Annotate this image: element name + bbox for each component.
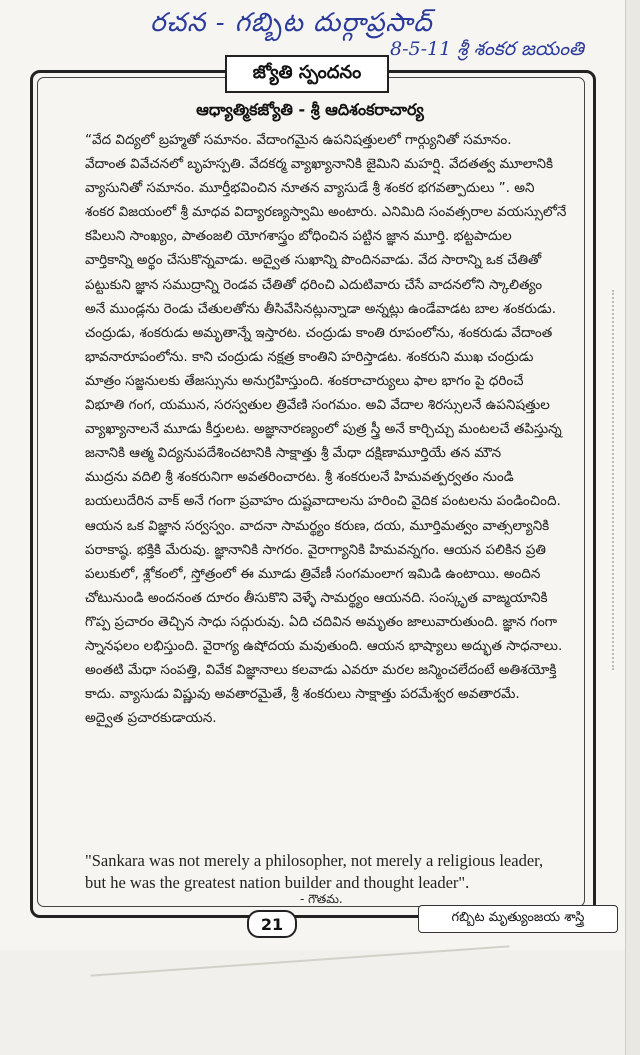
quote-attribution: - గౌతమ. <box>300 892 343 906</box>
body-line: కపిలుని సాంఖ్యం, పాతంజలి యోగశాస్త్రం బోధించిన పట్టిన జ్ఞాన మూర్తి. భట్టపాదుల <box>85 228 512 245</box>
body-line: వ్యాఖ్యానాలనే మూడు కీర్తులట. అజ్ఞానారణ్యంలో పుత్ర స్త్రీ అనే కార్చిచ్చు మంటలచే తపిస్తున్న <box>85 421 562 438</box>
english-quote <box>85 850 585 894</box>
body-line: ఆయన ఒక విజ్ఞాన సర్వస్వం. వాదనా సామర్థ్యం కరుణ, దయ, మూర్తిమత్వం వాత్సల్యానికి <box>85 517 550 534</box>
body-line: శంకర విజయంలో శ్రీ మాధవ విద్యారణ్యస్వామి అంటారు. ఎనిమిది సంవత్సరాల వయస్సులోనే <box>85 204 567 221</box>
page-number: 21 <box>247 910 297 938</box>
article-title: జ్యోతి స్పందనం <box>225 55 389 93</box>
body-line: భావనారూపంలోను. కాని చంద్రుడు నక్షత్ర కాంతిని హరిస్తాడట. శంకరుని ముఖ చంద్రుడు <box>85 348 534 365</box>
body-line: పట్టుకుని జ్ఞాన సముద్రాన్ని రెండవ చేతితో ధరించి ఎదుటివారు చేసే వాదనలోని స్కాలిత్యం <box>85 276 543 293</box>
page-lower-margin <box>0 950 640 1055</box>
handwritten-date-note: 8-5-11 శ్రీ శంకర జయంతి <box>390 38 584 60</box>
page-side-strip <box>625 0 640 1055</box>
body-line: పలుకులో, శ్లోకంలో, స్తోత్రంలో ఈ మూడు త్రివేణీ సంగమంలాగ ఇమిడి ఉంటాయి. అందిన <box>85 565 541 582</box>
body-line: చోటునుండి అందనంత దూరం తీసుకొని వెళ్ళే సామర్థ్యం ఆయనది. సంస్కృత వాఙ్మయానికి <box>85 589 548 606</box>
author-name-box: గబ్బిట మృత్యుంజయ శాస్త్రి <box>418 905 618 933</box>
binding-dots <box>612 290 618 670</box>
body-line: అద్వైత ప్రచారకుడాయన. <box>85 710 217 727</box>
body-line: చంద్రుడు, శంకరుడు అమృతాన్నే ఇస్తారట. చంద్రుడు కాంతి రూపంలోను, శంకరుడు వేదాంత <box>85 324 553 341</box>
body-line: వేదాంత వివేచనలో బృహస్పతి. వేదకర్మ వ్యాఖ్యానానికి జైమిని మహర్షి. వేదతత్వ మూలానికి <box>85 156 554 173</box>
body-line: “వేద విద్యలో బ్రహ్మతో సమానం. వేదాంగమైన ఉపనిషత్తులలో గార్గ్యునితో సమానం. <box>85 132 512 148</box>
body-line: బయలుదేరిన వాక్ అనే గంగా ప్రవాహం దుష్టవాదాలను హరించి వైదిక పంటలను పండించింది. <box>85 493 561 510</box>
article-body <box>85 128 585 730</box>
handwritten-author-note: రచన - గబ్బిట దుర్గాప్రసాద్ <box>150 8 433 38</box>
quote-line-1: "Sankara was not merely a philosopher, not merely a religious leader, <box>85 851 544 870</box>
body-line: గొప్ప ప్రచారం తెచ్చిన సాధు సద్గురువు. ఏది చదివిన అమృతం జాలువారుతుంది. జ్ఞాన గంగా <box>85 613 558 630</box>
body-line: జనానికి ఆత్మ విద్యనుపదేశించటానికి సాక్షాత్తు శ్రీ మేధా దక్షిణామూర్తియే తన మౌన <box>85 445 502 462</box>
body-line: అంతటి మేధా సంపత్తి, వివేక విజ్ఞానాలు కలవాడు ఎవరూ మరల జన్మించలేదంటే అతిశయోక్తి <box>85 662 557 679</box>
body-line: వ్యాసునితో సమానం. మూర్తీభవించిన నూతన వ్యాసుడే శ్రీ శంకర భగవత్పాదులు ”. అని <box>85 180 535 197</box>
quote-line-2: but he was the greatest nation builder and thought leader". <box>85 873 470 892</box>
body-line: మాత్రం సజ్జనులకు తేజస్సును అనుగ్రహిస్తుంది. శంకరాచార్యులు ఫాల భాగం పై ధరించే <box>85 372 524 389</box>
body-line: అనే ముండ్లను రెండు చేతులతోను తీసివేసినట్లున్నాడా అన్నట్లు ఉండేవాడట బాల శంకరుడు. <box>85 300 556 317</box>
body-line: స్నానఫలం లభిస్తుంది. వైరాగ్య ఉషోదయ మవుతుంది. ఆయన భాష్యాలు అద్భుత సాధనాలు. <box>85 637 563 654</box>
body-line: కాదు. వ్యాసుడు విష్ణువు అవతారమైతే, శ్రీ శంకరులు సాక్షాత్తు పరమేశ్వర అవతారమే. <box>85 686 520 703</box>
body-line: వార్తికాన్ని అర్థం చేసుకొన్నవాడు. అద్వైత సుఖాన్ని పొందినవాడు. వేద సారాన్ని ఒక చేతితో <box>85 252 542 269</box>
body-line: విభూతి గంగ, యమున, సరస్వతుల త్రివేణి సంగమం. అవి వేదాల శిరస్సులనే ఉపనిషత్తుల <box>85 397 550 414</box>
body-line: ముద్రను వదిలి శ్రీ శంకరునిగా అవతరించారట. శ్రీ శంకరులనే హిమవత్పర్వతం నుండి <box>85 469 514 486</box>
body-line: పరాకాష్ఠ. భక్తికి మేరువు. జ్ఞానానికి సాగరం. వైరాగ్యానికి హిమవన్నగం. ఆయన పలికిన ప్రతి <box>85 541 546 558</box>
article-subtitle: ఆధ్యాత్మికజ్యోతి - శ్రీ ఆదిశంకరాచార్య <box>196 100 424 119</box>
